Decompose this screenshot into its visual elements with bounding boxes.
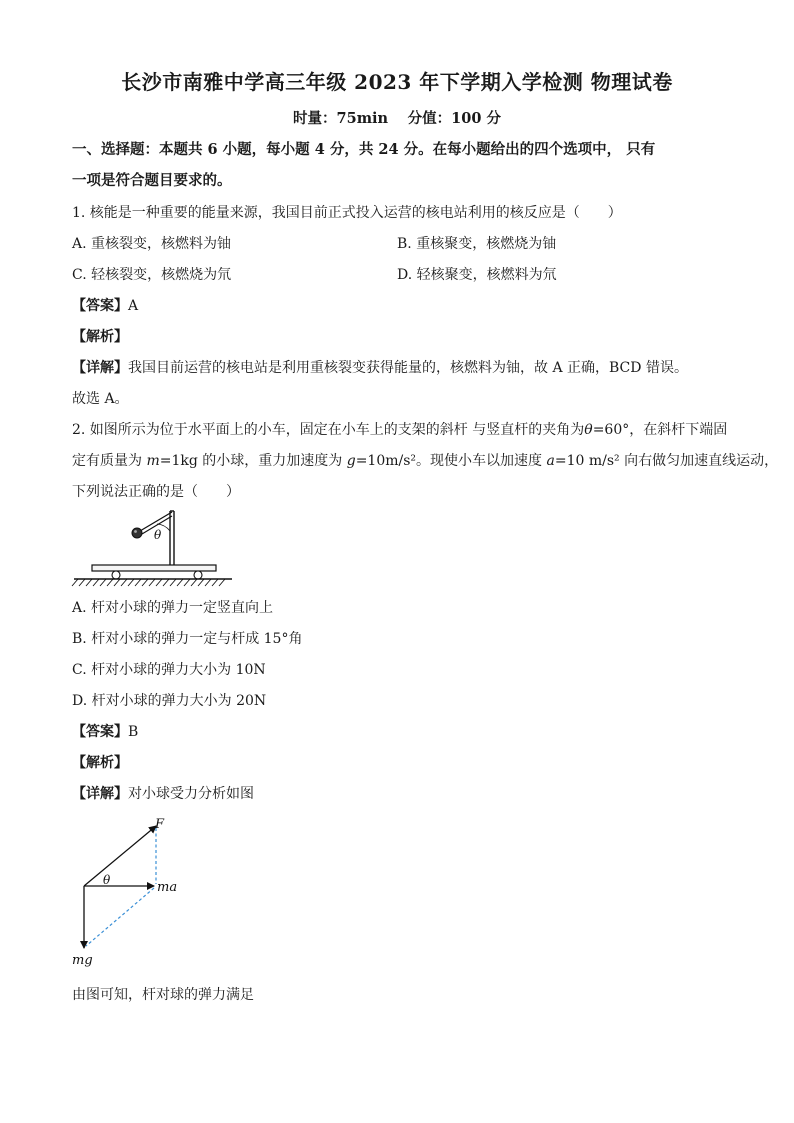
- q1-answer: [72, 296, 138, 316]
- hatch-mark: [86, 579, 92, 586]
- hatch-mark: [212, 579, 218, 586]
- hatch-mark: [107, 579, 113, 586]
- hatch-mark: [170, 579, 176, 586]
- label-mg: mg: [72, 953, 93, 968]
- q2-stem-line1: [72, 420, 727, 440]
- hatch-mark: [100, 579, 106, 586]
- hatch-mark: [163, 579, 169, 586]
- hatch-mark: [93, 579, 99, 586]
- q1-option-b: B. 重核聚变，核燃烧为铀: [397, 236, 557, 252]
- q2-stem-text: =1kg 的小球，重力加速度为: [159, 453, 347, 469]
- detail-text: 对小球受力分析如图: [128, 786, 254, 802]
- section-heading-line2: 一项是符合题目要求的。: [72, 172, 232, 189]
- label-ma: ma: [157, 880, 178, 895]
- detail-tag: 【详解】: [72, 360, 128, 376]
- figure-theta-label: θ: [154, 528, 162, 542]
- q1-option-a: A. 重核裂变，核燃料为铀: [72, 236, 232, 252]
- q1-conclusion: 故选 A。: [72, 391, 129, 407]
- q2-detail: [72, 784, 254, 804]
- answer-value: A: [128, 298, 139, 314]
- wheel-left: [112, 571, 120, 579]
- q1-option-d: D. 轻核聚变，核燃料为氘: [397, 267, 557, 283]
- hatch-mark: [191, 579, 197, 586]
- detail-text: 我国目前运营的核电站是利用重核裂变获得能量的，核燃料为铀，故 A 正确，BCD 错误。: [128, 360, 688, 376]
- q2-answer: [72, 722, 138, 742]
- q2-stem-text: 定有质量为: [72, 453, 147, 469]
- q2-stem-text: =60°，在斜杆下端固: [592, 422, 728, 438]
- hatch-mark: [121, 579, 127, 586]
- page-title: 长沙市南雅中学高三年级 2023 年下学期入学检测 物理试卷: [121, 70, 673, 94]
- analysis-tag: 【解析】: [72, 329, 128, 345]
- q1-detail: [72, 358, 688, 378]
- answer-tag: 【答案】: [72, 724, 128, 740]
- hatch-mark: [114, 579, 120, 586]
- hatch-mark: [149, 579, 155, 586]
- label-f: F: [155, 817, 165, 832]
- force-diagram: [68, 812, 198, 972]
- hatch-mark: [142, 579, 148, 586]
- hatch-mark: [177, 579, 183, 586]
- label-theta: θ: [103, 873, 111, 887]
- q1-analysis: [72, 327, 128, 347]
- q2-tail: 由图可知，杆对球的弹力满足: [72, 987, 254, 1003]
- q2-stem-line2: [72, 451, 778, 471]
- hatch-mark: [198, 579, 204, 586]
- section-heading-line1: 一、选择题：本题共 6 小题，每小题 4 分，共 24 分。在每小题给出的四个选项中， 只有: [72, 141, 656, 158]
- answer-value: B: [128, 724, 139, 740]
- hatch-mark: [135, 579, 141, 586]
- answer-tag: 【答案】: [72, 298, 128, 314]
- mass-symbol: m: [146, 453, 160, 469]
- accel-symbol: a: [546, 453, 555, 469]
- detail-tag: 【详解】: [72, 786, 128, 802]
- hatch-mark: [219, 579, 225, 586]
- hatch-mark: [79, 579, 85, 586]
- hatch-mark: [205, 579, 211, 586]
- hatch-mark: [128, 579, 134, 586]
- q2-analysis: [72, 753, 128, 773]
- q2-option-a: A. 杆对小球的弹力一定竖直向上: [72, 600, 274, 616]
- dashed-diagonal: [86, 888, 154, 946]
- ball: [132, 528, 142, 538]
- q2-stem-text: 2. 如图所示为位于水平面上的小车，固定在小车上的支架的斜杆 与竖直杆的夹角为: [72, 422, 585, 438]
- q2-stem-text: =10m/s²。现使小车以加速度: [355, 453, 547, 469]
- q2-option-c: C. 杆对小球的弹力大小为 10N: [72, 662, 266, 678]
- q1-stem: 1. 核能是一种重要的能量来源，我国目前正式投入运营的核电站利用的核反应是（ ）: [72, 205, 622, 221]
- gravity-symbol: g: [346, 453, 356, 469]
- q2-option-d: D. 杆对小球的弹力大小为 20N: [72, 693, 267, 709]
- theta-symbol: θ: [584, 422, 593, 438]
- ball-highlight: [134, 530, 137, 533]
- cart-platform: [92, 565, 216, 571]
- ground-hatching: [72, 579, 225, 586]
- cart-figure: [70, 505, 240, 591]
- hatch-mark: [184, 579, 190, 586]
- hatch-mark: [156, 579, 162, 586]
- force-f-arrow: [84, 826, 156, 886]
- wheel-right: [194, 571, 202, 579]
- analysis-tag: 【解析】: [72, 755, 128, 771]
- q2-option-b: B. 杆对小球的弹力一定与杆成 15°角: [72, 631, 303, 647]
- q2-stem-line3: 下列说法正确的是（ ）: [72, 484, 240, 500]
- q1-option-c: C. 轻核裂变，核燃烧为氘: [72, 267, 232, 283]
- q2-stem-text: =10 m/s² 向右做匀加速直线运动，: [554, 453, 779, 469]
- hatch-mark: [72, 579, 78, 586]
- exam-meta: 时量：75min 分值：100 分: [293, 110, 501, 127]
